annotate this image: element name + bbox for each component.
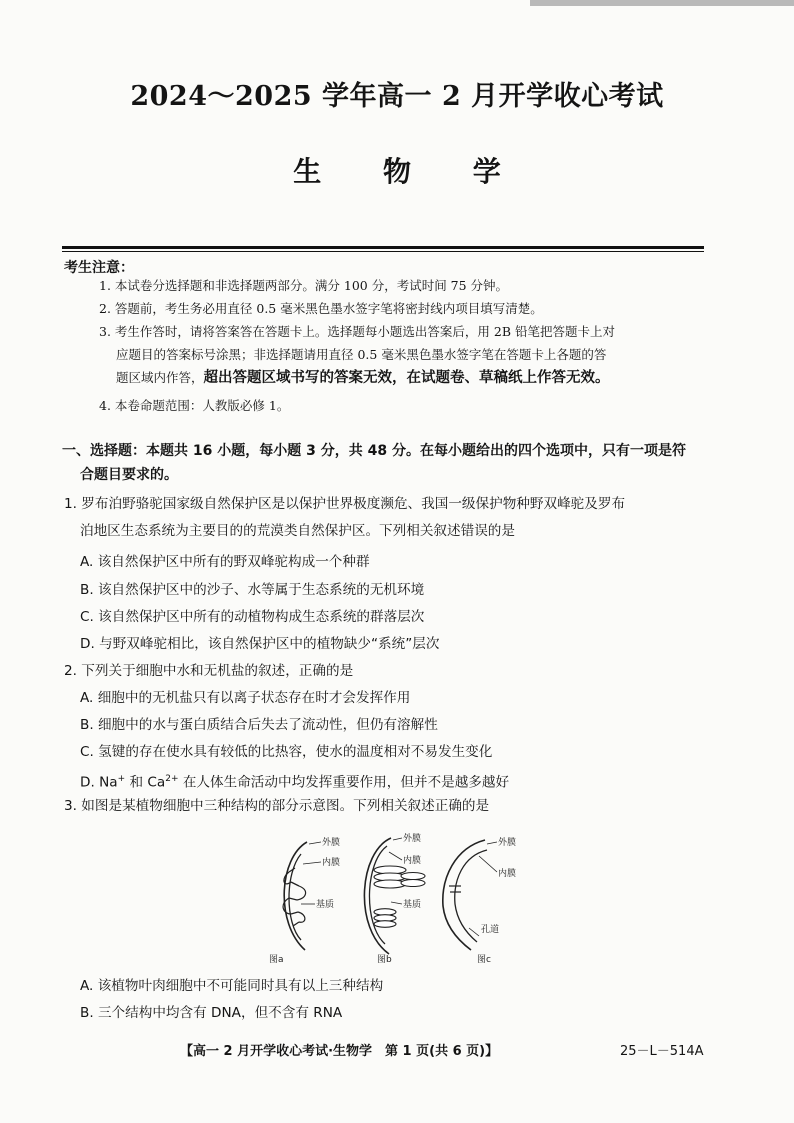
- figure-a-caption: 图a: [269, 955, 284, 965]
- question-2-option-d: [80, 767, 509, 795]
- header-divider-thin: [62, 251, 704, 252]
- figure-c-outer-label: 外膜: [498, 838, 517, 848]
- notice-item-3-line-1: 3. 考生作答时，请将答案答在答题卡上。选择题每小题选出答案后，用 2B 铅笔把答题卡上对: [99, 324, 615, 339]
- exam-title: 2024～2025 学年高一 2 月开学收心考试: [130, 81, 664, 112]
- figure-b-caption: 图b: [377, 955, 392, 965]
- section-instructions-line-2: 合题目要求的。: [80, 467, 178, 483]
- question-2-option-a: A. 细胞中的无机盐只有以离子状态存在时才会发挥作用: [80, 690, 411, 706]
- subject-title: 生 物 学: [293, 155, 527, 188]
- notice-item-2: 2. 答题前，考生务必用直径 0.5 毫米黑色墨水签字笔将密封线内项目填写清楚。: [99, 301, 543, 316]
- question-2-stem: 2. 下列关于细胞中水和无机盐的叙述，正确的是: [64, 663, 354, 679]
- question-1-stem-line-2: 泊地区生态系统为主要目的的荒漠类自然保护区。下列相关叙述错误的是: [80, 523, 515, 539]
- question-3-option-b: B. 三个结构中均含有 DNA，但不含有 RNA: [80, 1005, 343, 1021]
- figure-c-caption: 图c: [477, 955, 491, 965]
- notice-item-4: 4. 本卷命题范围：人教版必修 1。: [99, 398, 290, 413]
- na-charge: +: [117, 774, 126, 784]
- na-symbol: D. Na: [80, 774, 118, 791]
- question-2-option-b: B. 细胞中的水与蛋白质结合后失去了流动性，但仍有溶解性: [80, 717, 438, 733]
- question-1-stem-line-1: 1. 罗布泊野骆驼国家级自然保护区是以保护世界极度濒危、我国一级保护物种野双峰驼及罗布: [64, 496, 626, 512]
- notice-item-3-line-2: 应题目的答案标号涂黑；非选择题请用直径 0.5 毫米黑色墨水签字笔在答题卡上各题的答: [116, 347, 607, 362]
- scan-edge-mark: [530, 0, 794, 6]
- question-2-option-d-rest: 在人体生命活动中均发挥重要作用，但并不是越多越好: [178, 774, 510, 791]
- header-divider: [62, 246, 704, 249]
- notice-item-1: 1. 本试卷分选择题和非选择题两部分。满分 100 分，考试时间 75 分钟。: [99, 278, 509, 293]
- question-3-option-a: A. 该植物叶肉细胞中不可能同时具有以上三种结构: [80, 978, 384, 994]
- question-1-option-a: A. 该自然保护区中所有的野双峰驼构成一个种群: [80, 554, 370, 570]
- figure-a-outer-label: 外膜: [322, 838, 341, 848]
- notice-item-3-plain: 题区域内作答，: [116, 370, 204, 385]
- notice-item-3-emphasis: 超出答题区域书写的答案无效，在试题卷、草稿纸上作答无效。: [203, 370, 610, 386]
- figure-b-matrix-label: 基质: [403, 900, 422, 910]
- section-instructions-line-1: 一、选择题：本题共 16 小题，每小题 3 分，共 48 分。在每小题给出的四个选项中，只有一项是符: [62, 443, 686, 459]
- notice-heading: 考生注意：: [64, 260, 134, 276]
- footer-page-info: 【高一 2 月开学收心考试·生物学 第 1 页(共 6 页)】: [180, 1044, 499, 1059]
- figure-b-inner-label: 内膜: [403, 856, 422, 866]
- question-1-option-b: B. 该自然保护区中的沙子、水等属于生态系统的无机环境: [80, 582, 425, 598]
- figure-a-inner-label: 内膜: [322, 858, 341, 868]
- figure-a-matrix-label: 基质: [316, 900, 335, 910]
- question-1-option-d: D. 与野双峰驼相比，该自然保护区中的植物缺少“系统”层次: [80, 636, 440, 652]
- ca-charge: 2+: [165, 774, 179, 784]
- figure-a-mitochondrion: [283, 842, 321, 950]
- question-3-stem: 3. 如图是某植物细胞中三种结构的部分示意图。下列相关叙述正确的是: [64, 798, 490, 814]
- figure-b-outer-label: 外膜: [403, 834, 422, 844]
- question-1-option-c: C. 该自然保护区中所有的动植物构成生态系统的群落层次: [80, 609, 425, 625]
- question-2-option-c: C. 氢键的存在使水具有较低的比热容，使水的温度相对不易发生变化: [80, 744, 493, 760]
- footer-exam-code: 25－L－514A: [620, 1044, 704, 1059]
- figure-c-inner-label: 内膜: [498, 869, 517, 879]
- figure-c-pore-label: 孔道: [481, 925, 500, 935]
- ca-symbol: 和 Ca: [125, 774, 166, 791]
- organelle-figure: [265, 828, 525, 968]
- notice-item-3-line-3: [116, 368, 610, 388]
